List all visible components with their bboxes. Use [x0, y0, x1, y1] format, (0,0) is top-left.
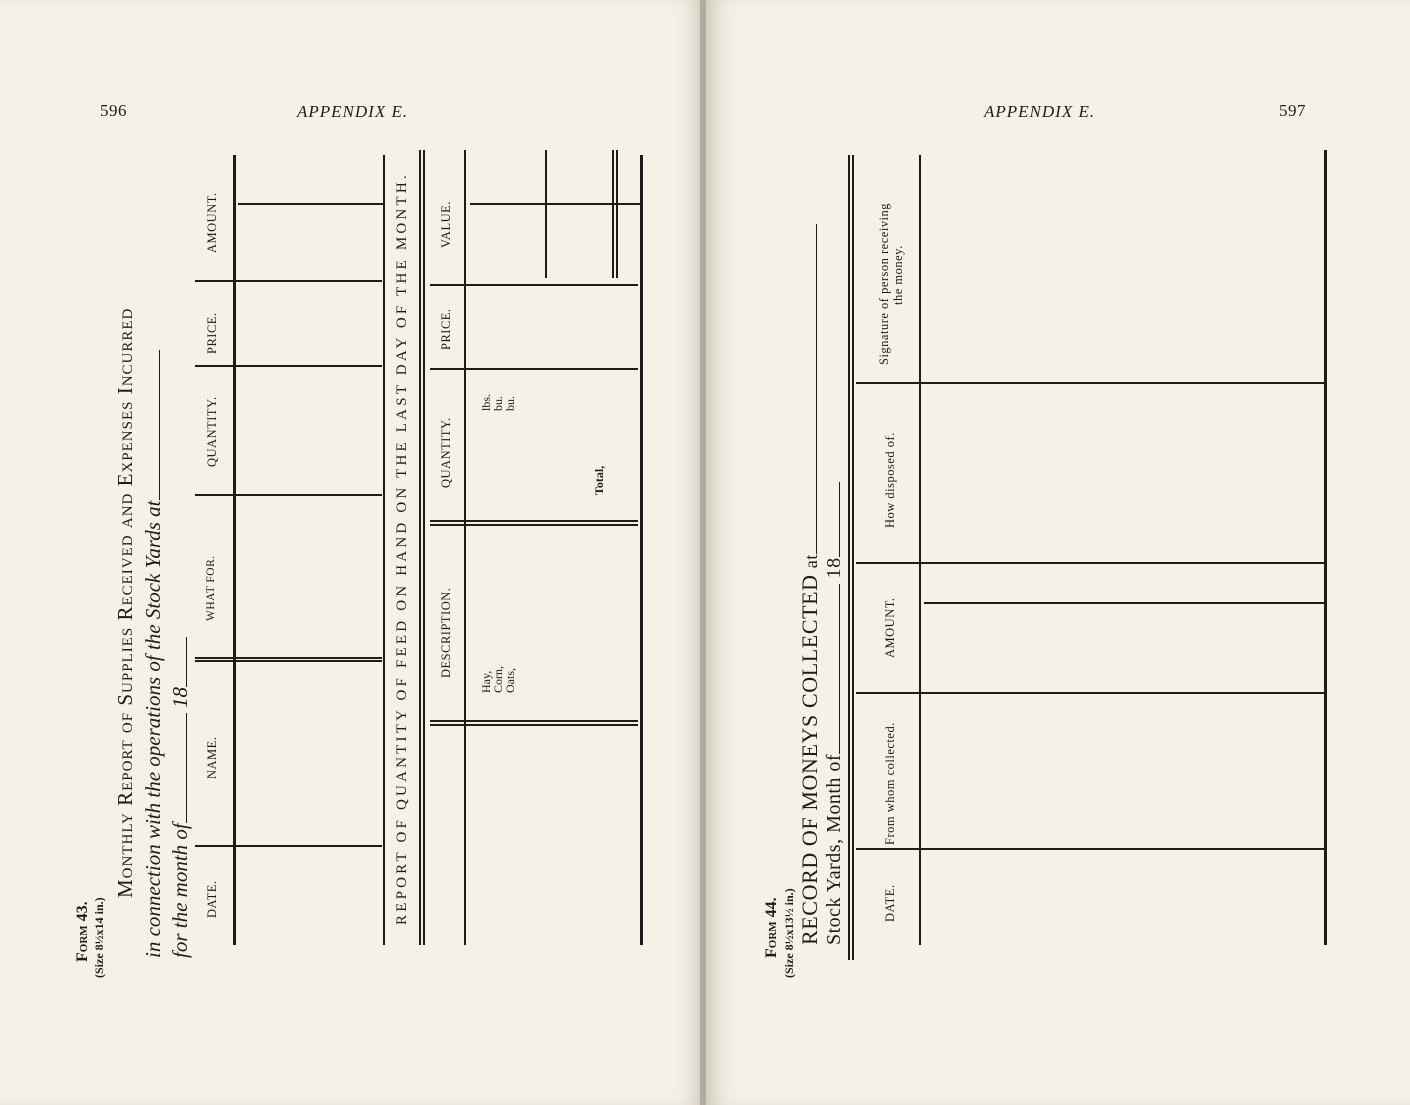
column-separator	[430, 520, 638, 522]
column-separator	[195, 845, 382, 847]
month-line	[170, 637, 191, 958]
form-subtitle	[143, 351, 164, 959]
table-rule	[545, 150, 547, 278]
table-rule	[464, 150, 466, 945]
year-blank	[185, 637, 187, 687]
col-how-disposed: How disposed of.	[883, 432, 897, 528]
form-label: Form 44.	[763, 897, 780, 958]
feed-item: Hay,	[479, 670, 493, 693]
col-feed-value: VALUE.	[439, 201, 453, 248]
column-separator	[856, 692, 1324, 694]
month-label: for the month of	[168, 823, 192, 958]
col-signature: Signature of person receiving	[877, 202, 891, 365]
size-label: (Size 8½x14 in.)	[92, 897, 106, 978]
table-rule	[640, 155, 643, 945]
form-title-suffix: at	[801, 554, 821, 569]
month-blank	[838, 584, 840, 754]
column-separator	[238, 203, 383, 205]
table-rule	[423, 150, 425, 945]
form-title: Monthly Report of Supplies Received and Expenses Incurred	[113, 307, 137, 898]
year-prefix: 18	[168, 687, 192, 708]
column-separator	[856, 562, 1324, 564]
col-date: DATE.	[883, 884, 897, 922]
location-blank	[815, 224, 817, 554]
col-feed-price: PRICE.	[439, 308, 453, 350]
col-price: PRICE.	[205, 312, 219, 354]
feed-item: Corn,	[491, 666, 505, 693]
column-separator	[430, 368, 638, 370]
column-separator	[924, 602, 1324, 604]
form-label: Form 43.	[74, 901, 91, 962]
col-feed-quantity: QUANTITY.	[439, 417, 453, 488]
table-rule	[1324, 150, 1327, 945]
month-line	[824, 482, 844, 945]
feed-item: Oats,	[503, 668, 517, 693]
table-rule	[383, 155, 385, 945]
col-amount: AMOUNT.	[883, 597, 897, 658]
year-blank	[838, 482, 840, 557]
form-title-text: RECORD OF MONEYS COLLECTED	[797, 574, 822, 945]
column-separator	[195, 365, 382, 367]
month-label: Stock Yards, Month of	[823, 753, 845, 945]
table-rule	[612, 150, 614, 278]
table-rule	[848, 155, 850, 960]
running-head: APPENDIX E.	[984, 102, 1096, 121]
feed-unit: lbs.	[479, 393, 493, 411]
running-head: APPENDIX E.	[297, 102, 409, 121]
table-rule	[419, 150, 421, 945]
col-from-whom: From whom collected.	[883, 722, 897, 845]
col-what-for: WHAT FOR.	[205, 555, 217, 621]
col-signature-cont: the money.	[891, 245, 905, 305]
feed-unit: bu.	[491, 396, 505, 411]
column-separator	[856, 382, 1324, 384]
form-title	[799, 224, 821, 945]
location-blank	[158, 351, 160, 501]
col-amount: AMOUNT.	[205, 192, 219, 253]
column-separator	[856, 848, 1324, 850]
feed-heading: REPORT OF QUANTITY OF FEED ON HAND ON THE LAST DAY OF THE MONTH.	[394, 172, 410, 925]
column-separator	[195, 494, 382, 496]
table-rule	[233, 155, 236, 945]
col-quantity: QUANTITY.	[205, 396, 219, 467]
page-number: 597	[1279, 101, 1306, 120]
table-rule	[919, 155, 921, 945]
table-rule	[852, 155, 854, 960]
year-prefix: 18	[823, 557, 845, 579]
feed-unit: bu.	[503, 396, 517, 411]
page-number: 596	[100, 101, 127, 120]
column-separator	[195, 280, 382, 282]
column-separator	[430, 720, 638, 722]
column-separator	[430, 724, 638, 726]
column-separator	[470, 203, 640, 205]
column-separator	[430, 524, 638, 526]
col-date: DATE.	[205, 880, 219, 918]
column-separator	[430, 284, 638, 286]
month-blank	[185, 713, 187, 823]
column-separator	[195, 657, 382, 659]
column-separator	[195, 660, 382, 662]
table-rule	[616, 150, 618, 278]
col-description: DESCRIPTION.	[439, 587, 453, 678]
total-label: Total,	[592, 465, 606, 495]
right-page	[706, 0, 1410, 1105]
size-label: (Size 8½x13½ in.)	[782, 888, 796, 978]
left-page	[0, 0, 704, 1105]
col-name: NAME.	[205, 736, 219, 779]
form-subtitle-text: in connection with the operations of the Stock Yards at	[141, 500, 165, 958]
